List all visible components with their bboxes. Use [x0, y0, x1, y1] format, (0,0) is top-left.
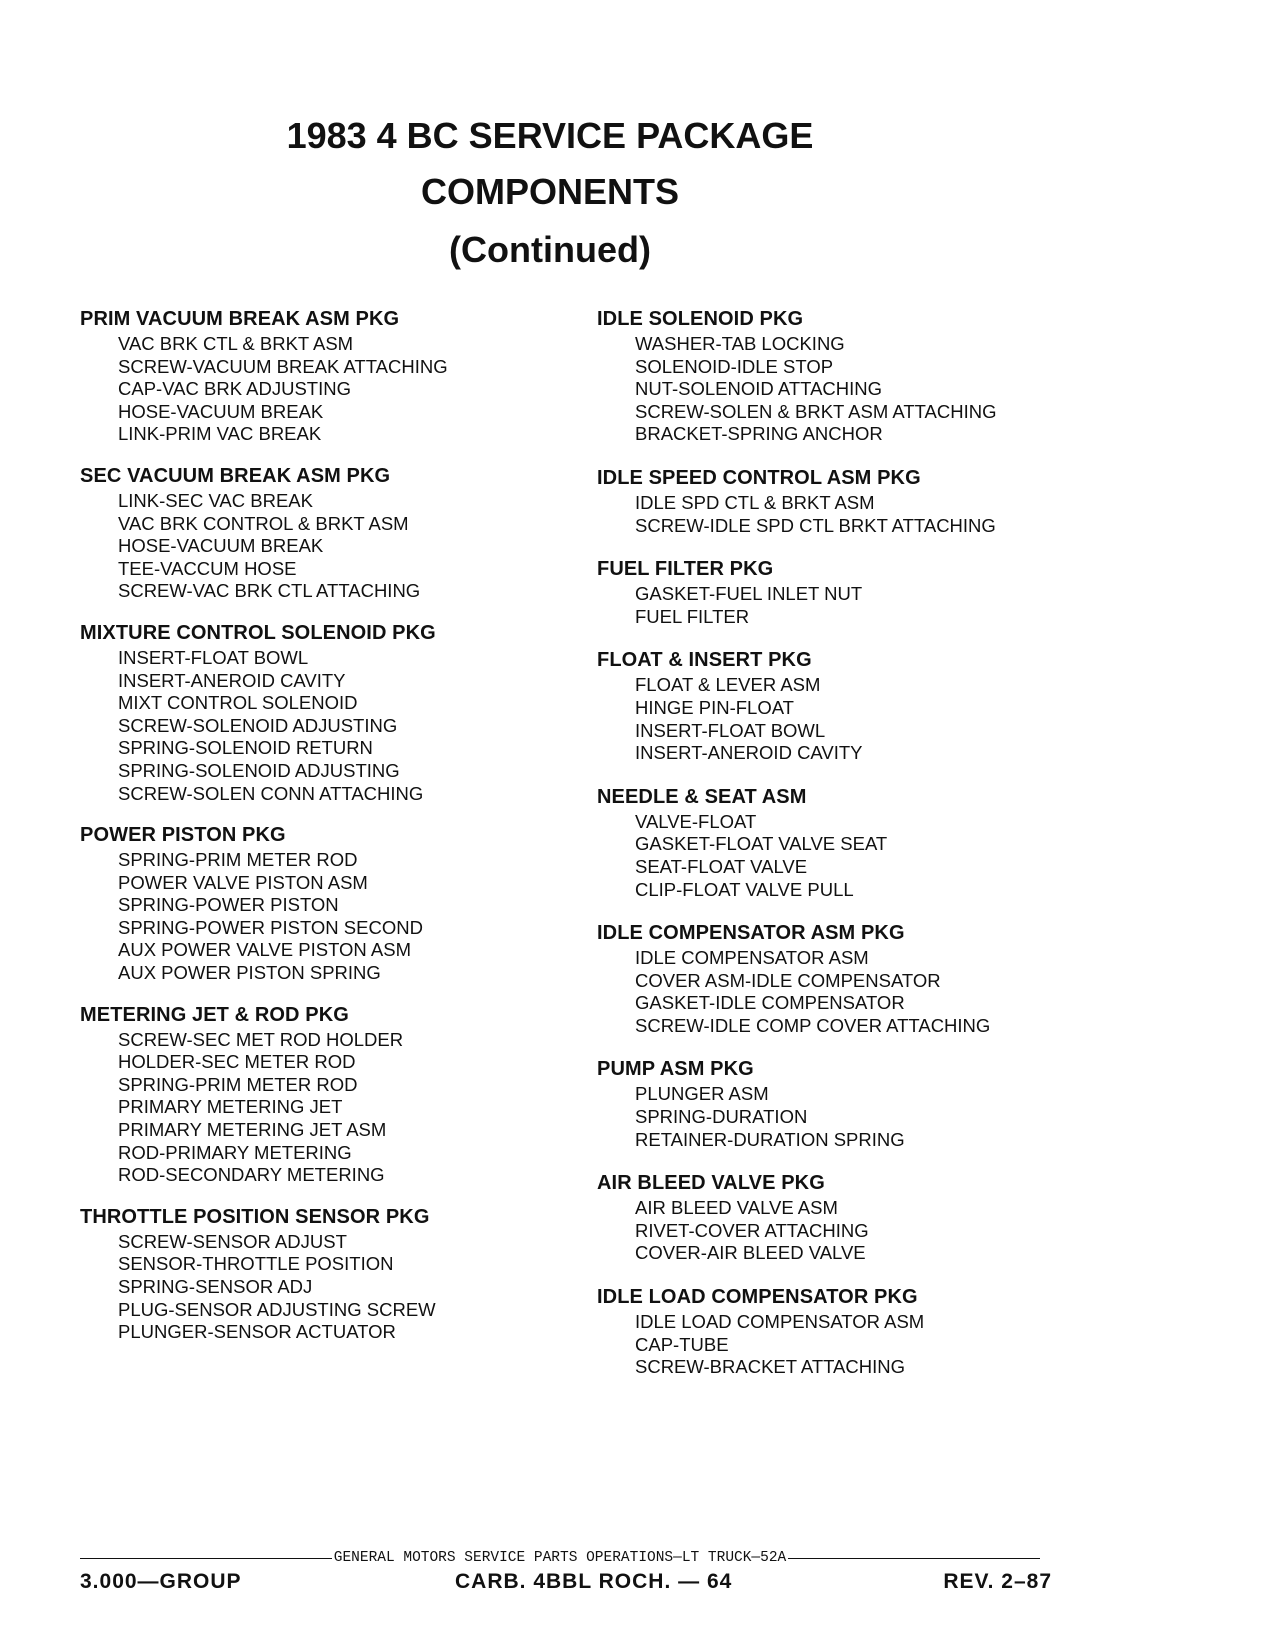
component-item: SCREW-SOLEN & BRKT ASM ATTACHING — [635, 400, 997, 422]
component-item: FLOAT & LEVER ASM — [635, 674, 821, 696]
component-item: IDLE LOAD COMPENSATOR ASM — [635, 1311, 925, 1333]
component-list — [118, 647, 550, 805]
component-item: HINGE PIN-FLOAT — [635, 696, 794, 718]
component-item: HOSE-VACUUM BREAK — [118, 400, 324, 422]
component-list — [635, 492, 1117, 537]
package-title: FUEL FILTER PKG — [597, 558, 774, 581]
component-list — [635, 947, 1117, 1037]
footer-group: 3.000—GROUP — [80, 1570, 242, 1593]
footer-operations: GENERAL MOTORS SERVICE PARTS OPERATIONS—LT TRUCK—52A — [333, 1550, 787, 1566]
package-section — [80, 824, 550, 985]
component-item: COVER ASM-IDLE COMPENSATOR — [635, 969, 941, 991]
package-section — [80, 465, 550, 603]
component-item: SPRING-PRIM METER ROD — [118, 1073, 358, 1095]
package-title: IDLE SPEED CONTROL ASM PKG — [597, 466, 921, 489]
package-section — [80, 1004, 550, 1187]
component-list — [635, 583, 1117, 628]
component-item: GASKET-IDLE COMPENSATOR — [635, 992, 905, 1014]
package-title: MIXTURE CONTROL SOLENOID PKG — [80, 621, 436, 644]
package-section — [597, 1286, 1117, 1379]
component-item: SCREW-VAC BRK CTL ATTACHING — [118, 580, 421, 602]
package-title: FLOAT & INSERT PKG — [597, 649, 812, 672]
component-list — [635, 811, 1117, 901]
component-item: IDLE SPD CTL & BRKT ASM — [635, 491, 875, 513]
component-item: MIXT CONTROL SOLENOID — [118, 692, 358, 714]
package-title: IDLE LOAD COMPENSATOR PKG — [597, 1286, 918, 1309]
component-item: GASKET-FUEL INLET NUT — [635, 583, 863, 605]
package-section — [80, 1206, 550, 1344]
component-item: RETAINER-DURATION SPRING — [635, 1128, 905, 1150]
component-item: RIVET-COVER ATTACHING — [635, 1219, 869, 1241]
component-item: LINK-SEC VAC BREAK — [118, 489, 313, 511]
page-title-line-3: (Continued) — [449, 229, 651, 270]
component-item: GASKET-FLOAT VALVE SEAT — [635, 833, 888, 855]
component-list — [118, 1231, 550, 1344]
component-item: SPRING-SENSOR ADJ — [118, 1276, 313, 1297]
package-section — [597, 467, 1117, 537]
component-item: SPRING-POWER PISTON — [118, 894, 339, 916]
component-list — [118, 333, 550, 446]
component-item: ROD-SECONDARY METERING — [118, 1164, 385, 1186]
package-section — [597, 1058, 1117, 1151]
component-item: NUT-SOLENOID ATTACHING — [635, 378, 883, 400]
package-title: POWER PISTON PKG — [80, 824, 286, 847]
component-item: SCREW-BRACKET ATTACHING — [635, 1356, 905, 1378]
package-section — [80, 308, 550, 446]
component-item: SCREW-IDLE COMP COVER ATTACHING — [635, 1014, 991, 1036]
package-title: PRIM VACUUM BREAK ASM PKG — [80, 308, 400, 330]
page-title-line-1: 1983 4 BC SERVICE PACKAGE — [286, 115, 814, 156]
package-section — [597, 922, 1117, 1037]
component-list — [118, 490, 550, 603]
component-item: FUEL FILTER — [635, 605, 750, 627]
package-section — [80, 622, 550, 805]
component-item: SCREW-SOLEN CONN ATTACHING — [118, 782, 424, 804]
component-item: INSERT-ANEROID CAVITY — [118, 669, 346, 691]
component-item: SCREW-SOLENOID ADJUSTING — [118, 714, 398, 736]
component-list — [118, 1029, 550, 1187]
component-item: INSERT-FLOAT BOWL — [635, 719, 826, 741]
component-item: SCREW-SEC MET ROD HOLDER — [118, 1028, 404, 1050]
component-item: SOLENOID-IDLE STOP — [635, 355, 834, 377]
component-item: TEE-VACCUM HOSE — [118, 557, 297, 579]
component-list — [635, 674, 1117, 764]
component-item: CLIP-FLOAT VALVE PULL — [635, 878, 854, 900]
left-column — [80, 308, 550, 1363]
component-item: PLUNGER ASM — [635, 1083, 769, 1105]
component-item: SEAT-FLOAT VALVE — [635, 855, 808, 877]
component-item: SPRING-POWER PISTON SECOND — [118, 916, 423, 938]
component-item: SCREW-VACUUM BREAK ATTACHING — [118, 355, 448, 377]
component-item: PLUNGER-SENSOR ACTUATOR — [118, 1321, 396, 1343]
footer-carb: CARB. 4BBL ROCH. — 64 — [455, 1570, 733, 1593]
component-list — [635, 333, 1117, 446]
component-item: AUX POWER PISTON SPRING — [118, 962, 381, 984]
component-list — [635, 1311, 1117, 1379]
component-item: SPRING-SOLENOID RETURN — [118, 737, 373, 759]
package-section — [597, 786, 1117, 901]
component-item: POWER VALVE PISTON ASM — [118, 871, 368, 893]
component-item: HOSE-VACUUM BREAK — [118, 535, 324, 557]
package-section — [597, 649, 1117, 764]
component-item: PLUG-SENSOR ADJUSTING SCREW — [118, 1298, 436, 1320]
package-title: NEEDLE & SEAT ASM — [597, 785, 807, 808]
component-list — [635, 1197, 1117, 1265]
component-item: SPRING-SOLENOID ADJUSTING — [118, 759, 400, 781]
component-item: VAC BRK CTL & BRKT ASM — [118, 333, 354, 354]
component-item: SPRING-DURATION — [635, 1106, 808, 1128]
page-title-line-2: COMPONENTS — [420, 171, 679, 212]
component-item: AIR BLEED VALVE ASM — [635, 1197, 838, 1219]
footer-rule-left — [80, 1558, 332, 1559]
component-item: COVER-AIR BLEED VALVE — [635, 1242, 866, 1264]
component-item: PRIMARY METERING JET ASM — [118, 1119, 387, 1141]
package-title: IDLE COMPENSATOR ASM PKG — [597, 922, 905, 945]
component-list — [635, 1083, 1117, 1151]
component-item: SPRING-PRIM METER ROD — [118, 849, 358, 871]
package-title: THROTTLE POSITION SENSOR PKG — [80, 1205, 430, 1228]
component-item: CAP-VAC BRK ADJUSTING — [118, 378, 352, 400]
component-item: PRIMARY METERING JET — [118, 1096, 343, 1118]
component-item: LINK-PRIM VAC BREAK — [118, 423, 322, 445]
footer-rev: REV. 2–87 — [943, 1570, 1052, 1593]
package-title: PUMP ASM PKG — [597, 1058, 754, 1081]
component-item: WASHER-TAB LOCKING — [635, 333, 845, 354]
component-item: AUX POWER VALVE PISTON ASM — [118, 939, 411, 961]
package-title: IDLE SOLENOID PKG — [597, 308, 804, 330]
component-item: SCREW-IDLE SPD CTL BRKT ATTACHING — [635, 514, 996, 536]
component-item: CAP-TUBE — [635, 1333, 729, 1355]
component-item: HOLDER-SEC METER ROD — [118, 1051, 356, 1073]
component-item: ROD-PRIMARY METERING — [118, 1141, 352, 1163]
package-title: AIR BLEED VALVE PKG — [597, 1172, 825, 1195]
package-section — [597, 1172, 1117, 1265]
footer-rule-right — [788, 1558, 1040, 1559]
right-column — [597, 308, 1117, 1400]
component-item: VAC BRK CONTROL & BRKT ASM — [118, 512, 409, 534]
component-item: VALVE-FLOAT — [635, 810, 757, 832]
component-item: BRACKET-SPRING ANCHOR — [635, 423, 883, 445]
package-title: SEC VACUUM BREAK ASM PKG — [80, 464, 391, 487]
footer — [80, 1570, 1052, 1596]
component-item: INSERT-ANEROID CAVITY — [635, 742, 863, 764]
package-section — [597, 308, 1117, 446]
component-item: INSERT-FLOAT BOWL — [118, 646, 309, 668]
package-section — [597, 558, 1117, 628]
component-item: SENSOR-THROTTLE POSITION — [118, 1253, 394, 1275]
package-title: METERING JET & ROD PKG — [80, 1003, 349, 1026]
component-item: IDLE COMPENSATOR ASM — [635, 947, 869, 969]
component-item: SCREW-SENSOR ADJUST — [118, 1230, 347, 1252]
footer-rule — [80, 1550, 1040, 1566]
component-list — [118, 849, 550, 985]
